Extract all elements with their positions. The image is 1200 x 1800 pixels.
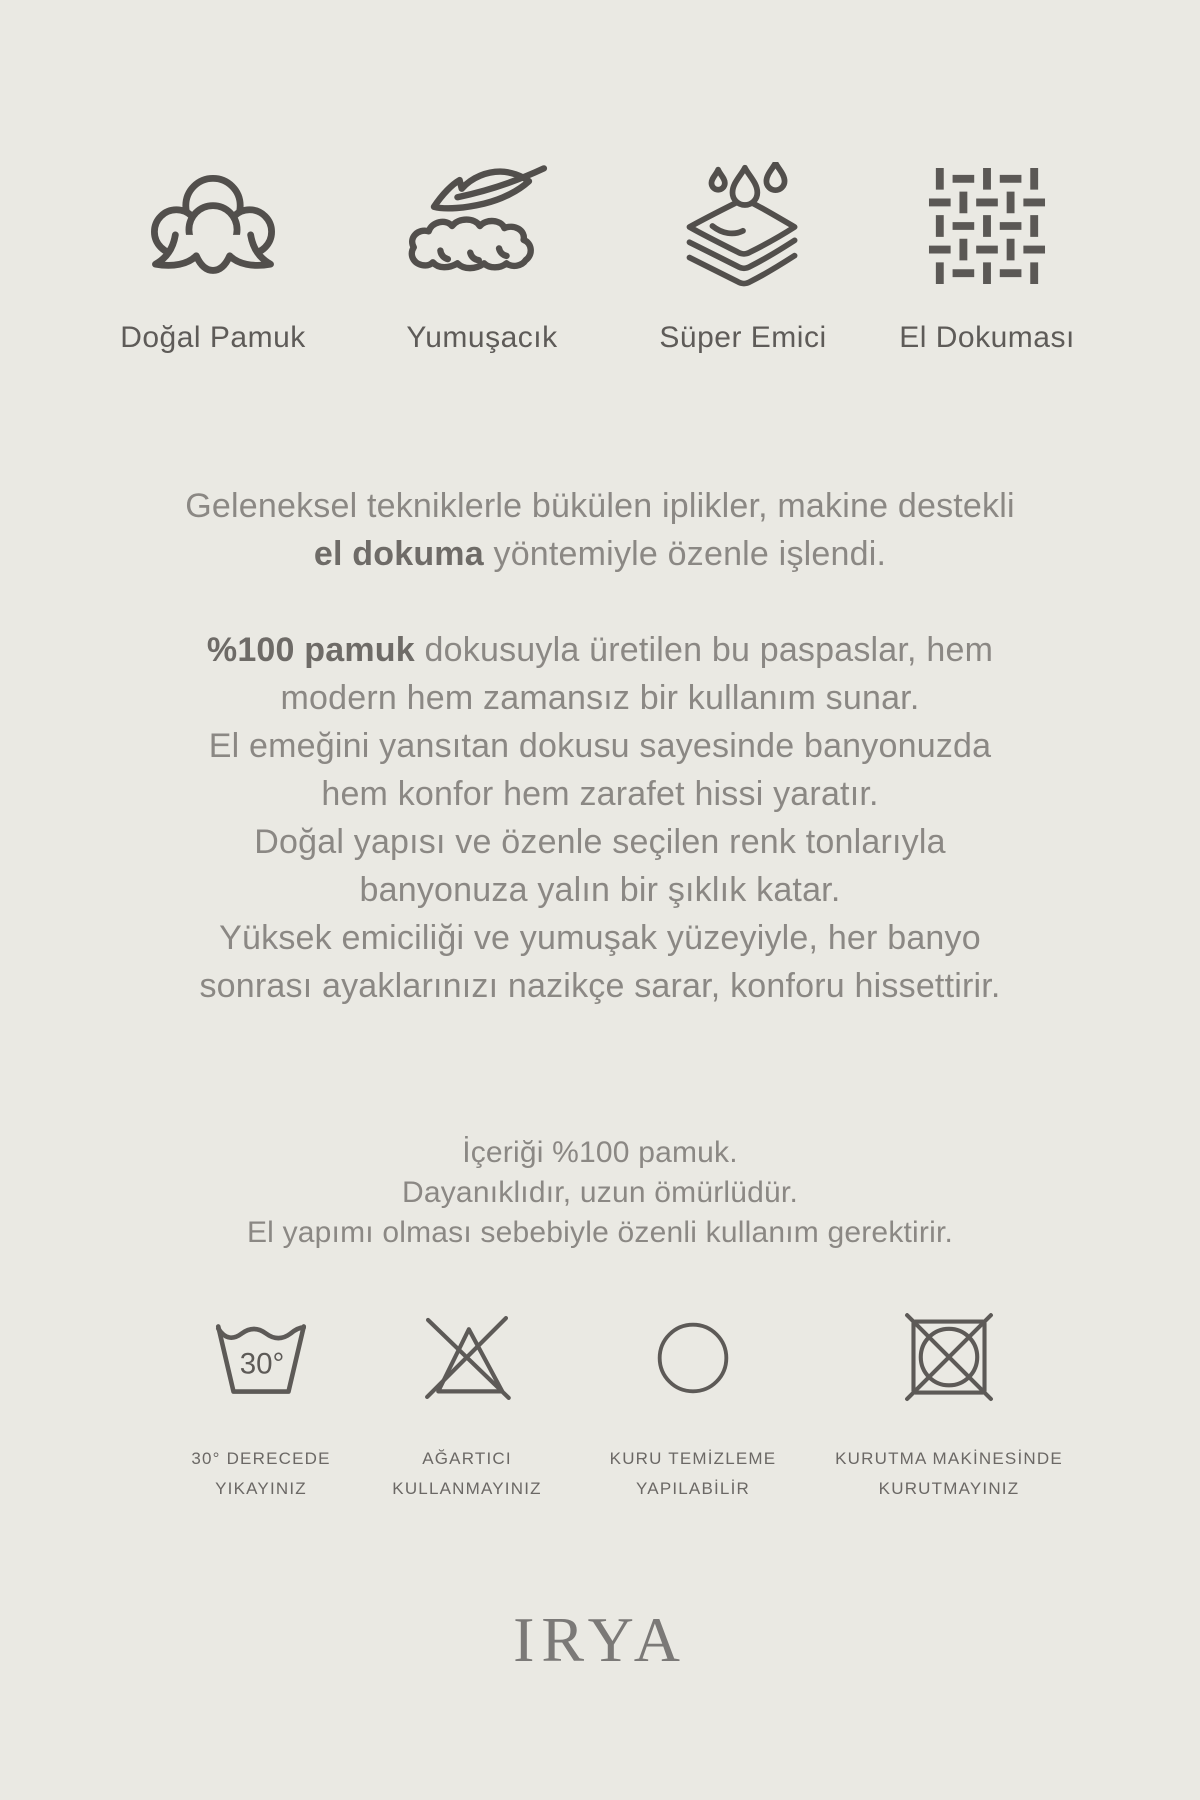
care-label-line: KULLANMAYINIZ	[392, 1479, 542, 1498]
feather-cloud-icon	[347, 142, 617, 310]
body-line-1	[0, 626, 1200, 674]
feature-label: Yumuşacık	[406, 321, 558, 354]
details-paragraph	[0, 1133, 1200, 1253]
care-item-no-tumble-dry	[809, 1302, 1089, 1504]
intro-paragraph	[0, 482, 1200, 578]
intro-line-2	[0, 530, 1200, 578]
body-line: banyonuza yalın bir şıklık katar.	[359, 871, 841, 909]
body-line: Yüksek emiciliği ve yumuşak yüzeyiyle, her banyo	[219, 919, 981, 957]
care-label-line: YAPILABİLİR	[636, 1479, 750, 1498]
wash-temperature-text: 30°	[239, 1347, 285, 1381]
care-label-line: YIKAYINIZ	[215, 1479, 307, 1498]
body-line-1-rest: dokusuyla üretilen bu paspaslar, hem	[414, 631, 994, 669]
care-label-line: KURUTMAYINIZ	[878, 1479, 1020, 1498]
woven-fabric-icon	[852, 142, 1122, 310]
care-label	[553, 1444, 833, 1504]
feature-item-absorbent	[608, 142, 878, 356]
dry-clean-icon	[553, 1302, 833, 1414]
details-line: Dayanıklıdır, uzun ömürlüdür.	[401, 1176, 798, 1209]
feature-item-natural-cotton	[78, 142, 348, 356]
body-line: sonrası ayaklarınızı nazikçe sarar, konforu hissettirir.	[199, 967, 1001, 1005]
intro-line-1: Geleneksel tekniklerle bükülen iplikler, makine destekli	[185, 487, 1015, 525]
body-bold-text: %100 pamuk	[206, 631, 415, 669]
no-tumble-dry-icon	[809, 1302, 1089, 1414]
body-line: modern hem zamansız bir kullanım sunar.	[280, 679, 920, 717]
feature-label: Doğal Pamuk	[120, 321, 306, 354]
care-label-line: 30° DERECEDE	[191, 1449, 331, 1468]
feature-item-soft	[347, 142, 617, 356]
brand-logo: IRYA	[513, 1604, 687, 1675]
details-line: El yapımı olması sebebiyle özenli kullanım gerektirir.	[246, 1216, 954, 1249]
feature-label: Süper Emici	[659, 321, 827, 354]
care-item-dry-clean	[553, 1302, 833, 1504]
body-paragraph	[0, 626, 1200, 1010]
cotton-icon	[78, 142, 348, 310]
absorbent-layers-icon	[608, 142, 878, 310]
body-line: Doğal yapısı ve özenle seçilen renk tonlarıyla	[254, 823, 946, 861]
details-line: İçeriği %100 pamuk.	[462, 1136, 738, 1169]
body-line: El emeğini yansıtan dokusu sayesinde banyonuzda	[208, 727, 992, 765]
feature-item-handwoven	[852, 142, 1122, 356]
care-label-line: KURU TEMİZLEME	[609, 1449, 777, 1468]
feature-label: El Dokuması	[899, 321, 1075, 354]
care-label	[809, 1444, 1089, 1504]
care-label-line: KURUTMA MAKİNESİNDE	[835, 1449, 1063, 1468]
care-label-line: AĞARTICI	[422, 1449, 512, 1468]
intro-bold-text: el dokuma	[313, 535, 484, 573]
body-line: hem konfor hem zarafet hissi yaratır.	[321, 775, 879, 813]
intro-line-2-rest: yöntemiyle özenle işlendi.	[483, 535, 887, 573]
